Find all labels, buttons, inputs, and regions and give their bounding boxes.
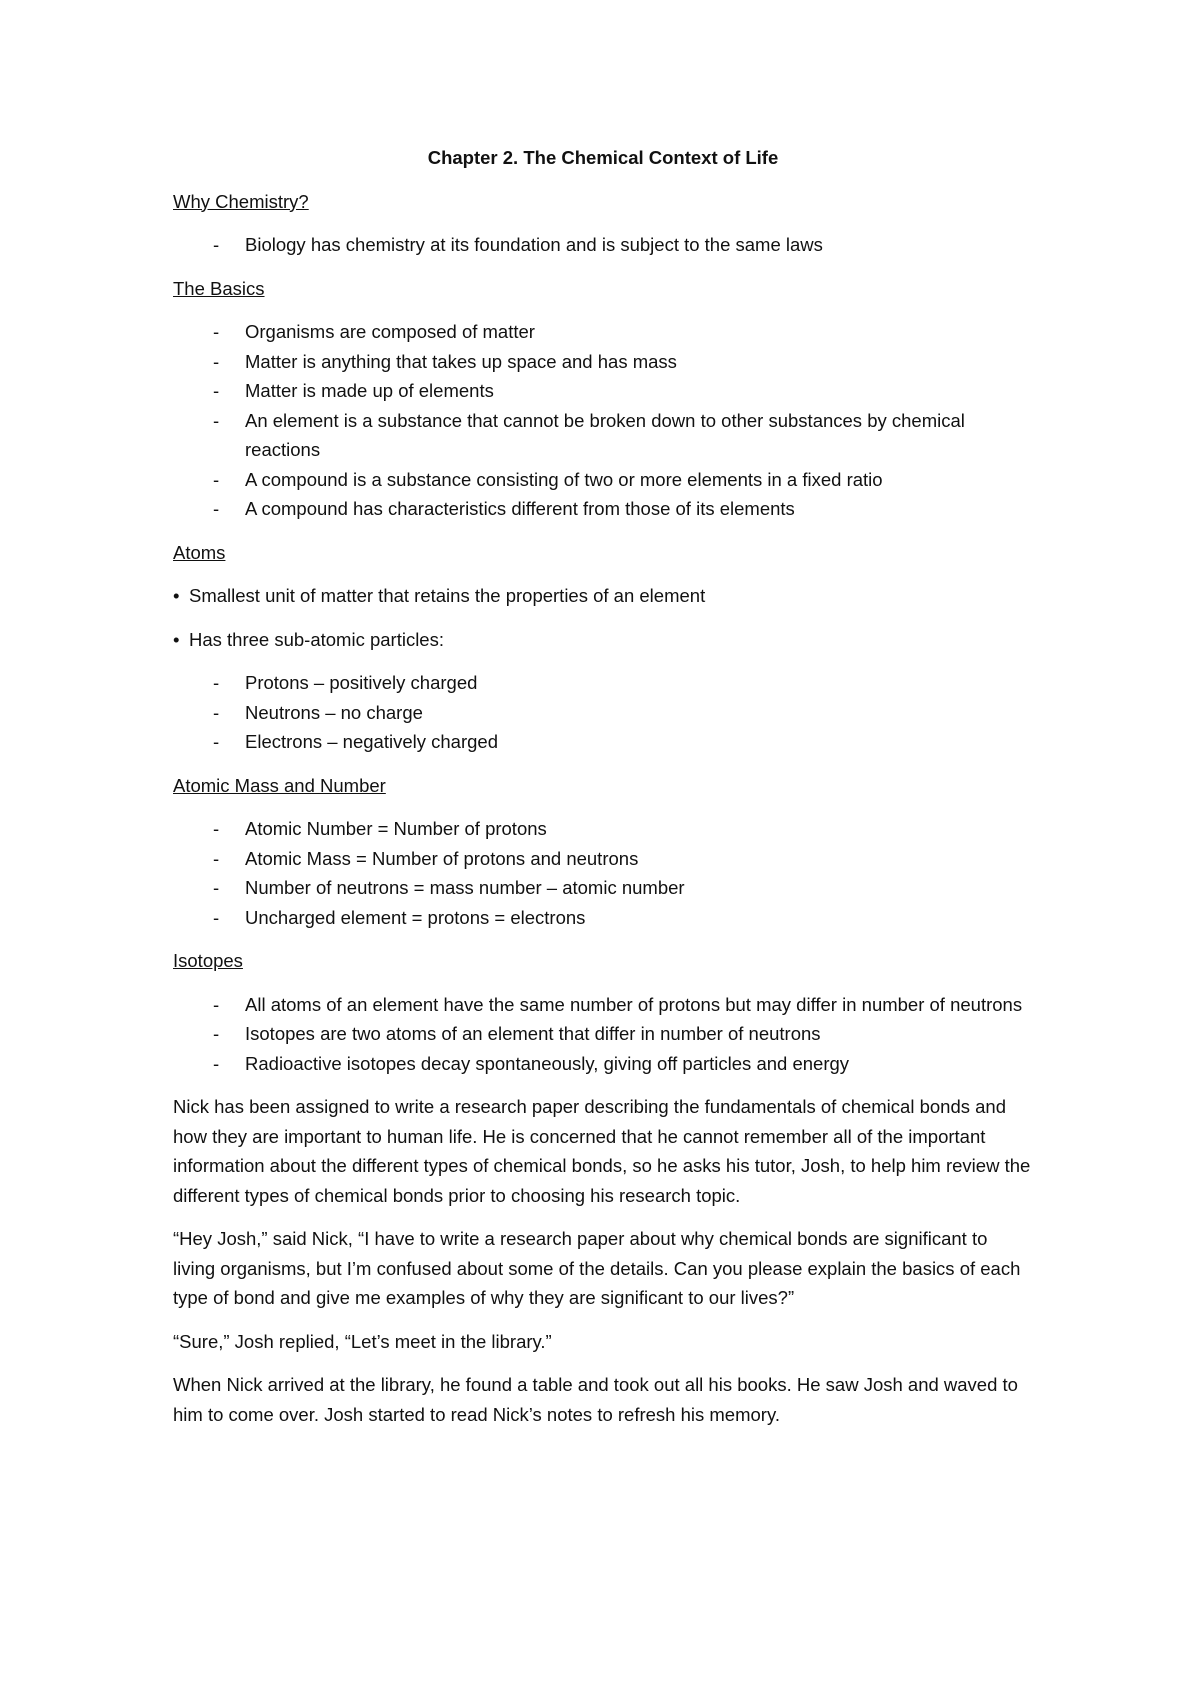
list-item: - Organisms are composed of matter — [213, 321, 535, 342]
paragraph: “Sure,” Josh replied, “Let’s meet in the library.” — [173, 1330, 552, 1352]
paragraph: Nick has been assigned to write a research paper describing the fundamentals of chemical bonds and how they are important to human life. He is concerned that he cannot remember all of the important information about the different types of chemical bonds, so he asks his tutor, Josh, to help him review the different types of chemical bonds prior to choosing his research topic. — [173, 1096, 1031, 1206]
atoms-list — [173, 668, 1033, 757]
section-heading-atoms: Atoms — [173, 541, 226, 563]
list-item: - An element is a substance that cannot be broken down to other substances by chemical reactions — [213, 409, 965, 460]
paragraph: When Nick arrived at the library, he found a table and took out all his books. He saw Josh and waved to him to come over. Josh started to read Nick’s notes to refresh his memory. — [173, 1374, 1018, 1425]
list-item: - Atomic Mass = Number of protons and neutrons — [213, 847, 639, 869]
bullet-item: • Smallest unit of matter that retains the properties of an element — [173, 581, 1033, 611]
list-item: - Number of neutrons = mass number – atomic number — [213, 877, 685, 898]
list-item: - Matter is made up of elements — [213, 380, 494, 401]
section-heading-basics: The Basics — [173, 277, 265, 299]
bullet-icon: • — [173, 585, 180, 606]
list-item: - A compound has characteristics different from those of its elements — [213, 498, 795, 519]
list-item: - Isotopes are two atoms of an element that differ in number of neutrons — [213, 1023, 821, 1044]
paragraph: “Hey Josh,” said Nick, “I have to write a research paper about why chemical bonds are significant to living organisms, but I’m confused about some of the details. Can you please explain the basics of each type of bond and give me examples of why they are significant to our lives?” — [173, 1228, 1021, 1308]
list-item: - Neutrons – no charge — [213, 701, 423, 723]
why-chemistry-list — [173, 230, 1033, 260]
list-item: - Radioactive isotopes decay spontaneously, giving off particles and energy — [213, 1052, 850, 1074]
bullet-item: • Has three sub-atomic particles: — [173, 625, 1033, 655]
section-heading-atomic-mass: Atomic Mass and Number — [173, 774, 386, 796]
document-page — [173, 143, 1033, 1443]
list-item: - Electrons – negatively charged — [213, 731, 498, 752]
list-item: - Atomic Number = Number of protons — [213, 818, 547, 839]
section-heading-isotopes: Isotopes — [173, 950, 243, 971]
section-heading-why-chemistry: Why Chemistry? — [173, 190, 309, 212]
list-item: - A compound is a substance consisting of two or more elements in a fixed ratio — [213, 468, 883, 490]
list-item: - All atoms of an element have the same number of protons but may differ in number of neutrons — [213, 993, 1023, 1015]
bullet-icon: • — [173, 628, 180, 650]
list-item: - Biology has chemistry at its foundation and is subject to the same laws — [213, 234, 823, 255]
atomic-mass-list — [173, 814, 1033, 932]
document-title: Chapter 2. The Chemical Context of Life — [427, 147, 779, 168]
list-item: - Uncharged element = protons = electrons — [213, 906, 586, 928]
basics-list — [173, 317, 1033, 524]
list-item: - Matter is anything that takes up space and has mass — [213, 350, 677, 372]
list-item: - Protons – positively charged — [213, 672, 478, 693]
isotopes-list — [173, 990, 1033, 1079]
